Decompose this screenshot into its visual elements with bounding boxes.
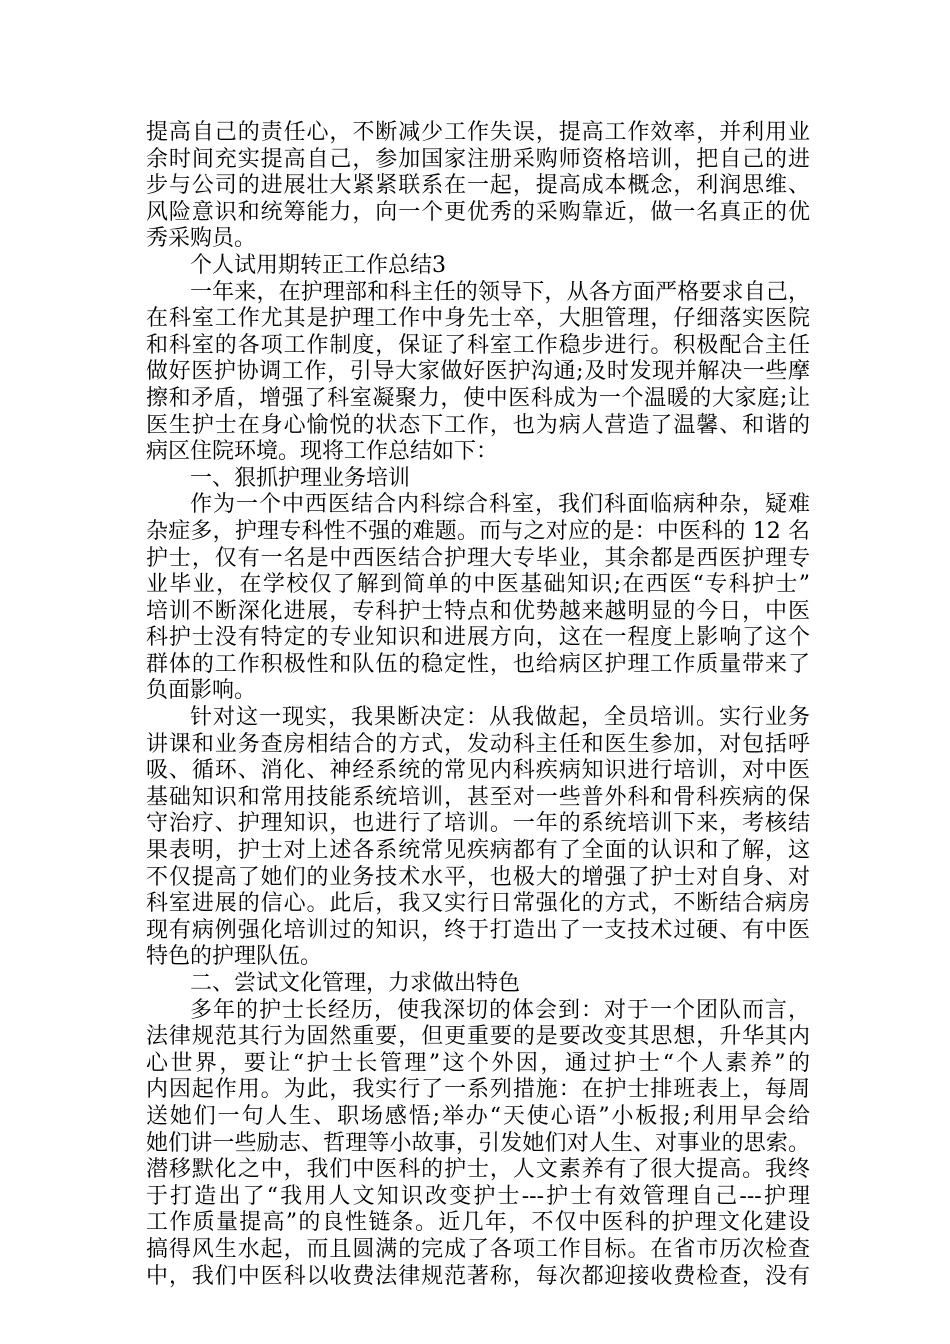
text-line: 杂症多，护理专科性不强的难题。而与之对应的是：中医科的 12 名 — [146, 518, 810, 544]
text-line: 守治疗、护理知识，也进行了培训。一年的系统培训下来，考核结 — [146, 811, 810, 837]
text-line: 内因起作用。为此，我实行了一系列措施：在护士排班表上，每周 — [146, 1077, 810, 1103]
text-line: 吸、循环、消化、神经系统的常见内科疾病知识进行培训，对中医 — [146, 758, 810, 784]
text-line: 工作质量提高”的良性链条。近几年，不仅中医科的护理文化建设 — [146, 1210, 810, 1236]
text-line: 于打造出了“我用人文知识改变护士---护士有效管理自己---护理 — [146, 1183, 810, 1209]
text-line: 擦和矛盾，增强了科室凝聚力，使中医科成为一个温暖的大家庭;让 — [146, 385, 810, 411]
document-title: 个人试用期转正工作总结3 — [190, 252, 446, 278]
text-line: 风险意识和统筹能力，向一个更优秀的采购靠近，做一名真正的优 — [146, 199, 810, 225]
text-line: 余时间充实提高自己，参加国家注册采购师资格培训，把自己的进 — [146, 146, 810, 172]
document-body — [146, 120, 810, 1290]
text-line: 基础知识和常用技能系统培训，甚至对一些普外科和骨科疾病的保 — [146, 784, 810, 810]
text-line: 心世界，要让“护士长管理”这个外因，通过护士“个人素养”的 — [146, 1050, 810, 1076]
text-line: 现有病例强化培训过的知识，终于打造出了一支技术过硬、有中医 — [146, 917, 810, 943]
text-line: 做好医护协调工作，引导大家做好医护沟通;及时发现并解决一些摩 — [146, 359, 810, 385]
text-line: 在科室工作尤其是护理工作中身先士卒，大胆管理，仔细落实医院 — [146, 306, 810, 332]
text-line: 病区住院环境。现将工作总结如下： — [146, 439, 499, 465]
text-line: 和科室的各项工作制度，保证了科室工作稳步进行。积极配合主任 — [146, 332, 810, 358]
text-line: 作为一个中西医结合内科综合科室，我们科面临病种杂，疑难 — [190, 492, 810, 518]
text-line: 潜移默化之中，我们中医科的护士，人文素养有了很大提高。我终 — [146, 1157, 810, 1183]
text-line: 多年的护士长经历，使我深切的体会到：对于一个团队而言， — [190, 997, 810, 1023]
text-line: 医生护士在身心愉悦的状态下工作，也为病人营造了温馨、和谐的 — [146, 412, 810, 438]
text-line: 不仅提高了她们的业务技术水平，也极大的增强了护士对自身、对 — [146, 864, 810, 890]
paragraph-culture-management — [146, 998, 810, 1291]
text-line: 群体的工作积极性和队伍的稳定性，也给病区护理工作质量带来了 — [146, 651, 810, 677]
text-line: 她们讲一些励志、哲理等小故事，引发她们对人生、对事业的思索。 — [146, 1130, 810, 1156]
text-line: 送她们一句人生、职场感悟;举办“天使心语”小板报;利用早会给 — [146, 1103, 810, 1129]
text-line: 负面影响。 — [146, 678, 257, 704]
text-line: 针对这一现实，我果断决定：从我做起，全员培训。实行业务 — [190, 705, 810, 731]
text-line: 秀采购员。 — [146, 226, 257, 252]
section-heading-culture: 二、尝试文化管理，力求做出特色 — [190, 971, 521, 996]
text-line: 培训不断深化进展，专科护士特点和优势越来越明显的今日，中医 — [146, 598, 810, 624]
text-line: 护士，仅有一名是中西医结合护理大专毕业，其余都是西医护理专 — [146, 545, 810, 571]
text-line: 中，我们中医科以收费法律规范著称，每次都迎接收费检查，没有 — [146, 1263, 810, 1289]
paragraph-summary-intro — [146, 280, 810, 466]
text-line: 步与公司的进展壮大紧紧联系在一起，提高成本概念，利润思维、 — [146, 173, 810, 199]
text-line: 特色的护理队伍。 — [146, 944, 323, 970]
text-line: 科室进展的信心。此后，我又实行日常强化的方式，不断结合病房 — [146, 891, 810, 917]
paragraph-training-measures — [146, 705, 810, 971]
text-line: 搞得风生水起，而且圆满的完成了各项工作目标。在省市历次检查 — [146, 1236, 810, 1262]
text-line: 法律规范其行为固然重要，但更重要的是要改变其思想，升华其内 — [146, 1024, 810, 1050]
text-line: 提高自己的责任心，不断减少工作失误，提高工作效率，并利用业 — [146, 120, 810, 145]
text-line: 果表明，护士对上述各系统常见疾病都有了全面的认识和了解，这 — [146, 838, 810, 864]
section-heading-training: 一、狠抓护理业务培训 — [190, 465, 411, 491]
paragraph-training-background — [146, 492, 810, 705]
text-line: 科护士没有特定的专业知识和进展方向，这在一程度上影响了这个 — [146, 625, 810, 651]
intro-paragraph — [146, 120, 810, 253]
text-line: 一年来，在护理部和科主任的领导下，从各方面严格要求自己， — [190, 279, 810, 305]
text-line: 业毕业，在学校仅了解到简单的中医基础知识;在西医“专科护士” — [146, 572, 810, 598]
text-line: 讲课和业务查房相结合的方式，发动科主任和医生参加，对包括呼 — [146, 731, 810, 757]
